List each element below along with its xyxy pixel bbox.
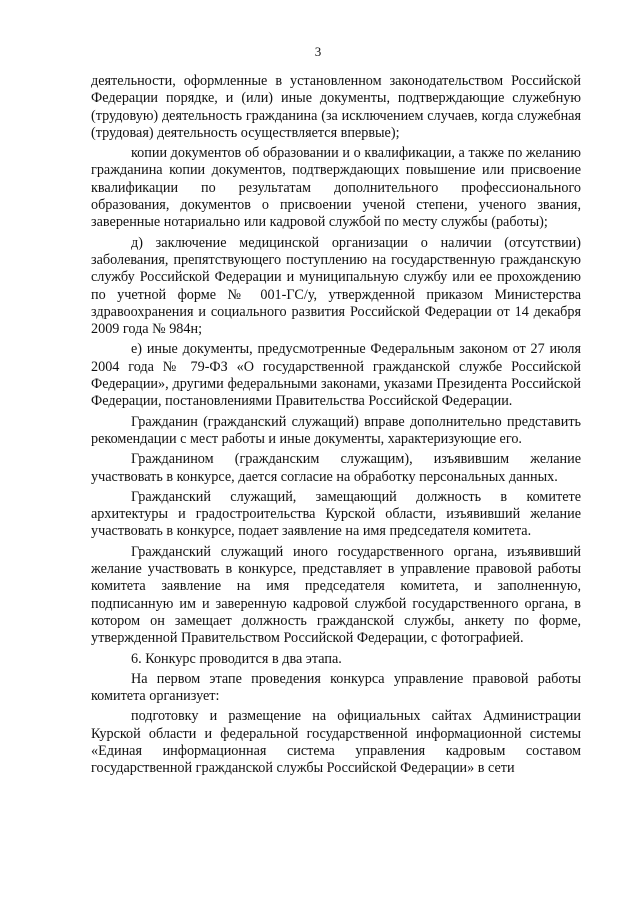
paragraph-recommendations: Гражданин (гражданский служащий) вправе дополнительно представить рекомендации с мест работы и иные документы, характеризующие его. — [91, 413, 581, 447]
paragraph-external-employee: Гражданский служащий иного государственного органа, изъявивший желание участвовать в конкурсе, представляет в управление правовой работы комитета заявление на имя председателя комитета, и заполненную, подписанную им и заверенную кадровой службой государственного органа, в котором он замещает должность гражданской службы, анкету по форме, утвержденной Правительством Российской Федерации, с фотографией. — [91, 543, 581, 647]
page-number: 3 — [314, 44, 322, 59]
paragraph-education-copies: копии документов об образовании и о квалификации, а также по желанию гражданина копии документов, подтверждающих повышение или присвоение квалификации по результатам дополнительного профессионального образования, документов о присвоении ученой степени, ученого звания, заверенные нотариально или кадровой службой по месту службы (работы); — [91, 145, 581, 231]
paragraph-continuation: деятельности, оформленные в установленном законодательством Российской Федерации порядке, и (или) иные документы, подтверждающие служебную (трудовую) деятельность гражданина (за исключением случаев, когда служебная (трудовая) деятельность осуществляется впервые); — [91, 73, 581, 141]
paragraph-first-stage: На первом этапе проведения конкурса управление правовой работы комитета организует: — [91, 670, 581, 705]
paragraph-personal-data-consent: Гражданином (гражданским служащим), изъявившим желание участвовать в конкурсе, дается согласие на обработку персональных данных. — [91, 451, 581, 485]
paragraph-other-documents: е) иные документы, предусмотренные Федеральным законом от 27 июля 2004 года № 79-ФЗ «О государственной гражданской службе Российской Федерации», другими федеральными законами, указами Президента Российской Федерации, постановлениями Правительства Российской Федерации. — [91, 341, 581, 410]
paragraph-publication: подготовку и размещение на официальных сайтах Администрации Курской области и федеральной государственной информационной системы «Единая информационная система управления кадровым составом государственной гражданской службы Российской Федерации» в сети — [91, 708, 581, 777]
paragraph-medical-conclusion: д) заключение медицинской организации о наличии (отсутствии) заболевания, препятствующего поступлению на государственную гражданскую службу Российской Федерации и муниципальную службу или ее прохождению по учетной форме № 001-ГС/у, утвержденной приказом Министерства здравоохранения и социального развития Российской Федерации от 14 декабря 2009 года № 984н; — [91, 234, 581, 338]
paragraph-two-stages: 6. Конкурс проводится в два этапа. — [131, 650, 342, 667]
paragraph-internal-employee: Гражданский служащий, замещающий должность в комитете архитектуры и градостроительства Курской области, изъявивший желание участвовать в конкурсе, подает заявление на имя председателя комитета. — [91, 488, 581, 540]
document-body — [91, 73, 581, 778]
